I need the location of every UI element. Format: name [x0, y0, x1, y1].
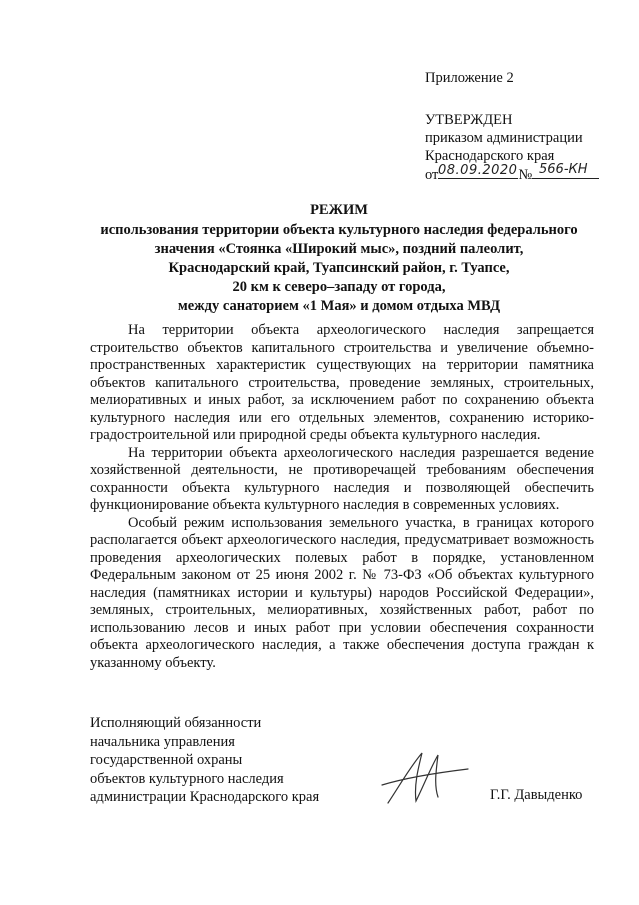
paragraph-2: На территории объекта археологического наследия разрешается ведение хозяйственной деятельности, не противоречащей требованиям обеспечения сохранности объекта культурного наследия и позволяющей обеспечить функционирование объекта культурного наследия в современных условиях.	[90, 444, 594, 513]
order-from: от	[425, 167, 439, 183]
handwritten-signature	[380, 745, 470, 815]
signatory-position	[90, 714, 319, 807]
title-line-2: значения «Стоянка «Широкий мыс», поздний палеолит,	[154, 241, 524, 257]
order-line-2: Краснодарского края	[425, 148, 555, 164]
document-title	[84, 201, 594, 316]
approval-block	[425, 111, 599, 184]
title-line-4: 20 км к северо–западу от города,	[232, 279, 446, 295]
position-line-3: государственной охраны	[90, 752, 243, 768]
title-heading: РЕЖИМ	[310, 202, 368, 218]
position-line-5: администрации Краснодарского края	[90, 789, 320, 805]
title-line-1: использования территории объекта культурного наследия федерального	[100, 222, 578, 238]
title-line-3: Краснодарский край, Туапсинский район, г. Туапсе,	[168, 260, 510, 276]
order-date-handwritten: 08.09.2020	[438, 163, 518, 178]
signatory-name: Г.Г. Давыденко	[490, 787, 583, 803]
order-date-line	[425, 162, 599, 184]
paragraph-1: На территории объекта археологического наследия запрещается строительство объектов капитального строительства и увеличение объемно-пространственных характеристик существующих на территории памятника объектов капитального строительства, проведение земляных, строительных, мелиоративных и иных работ, за исключением работ по сохранению объекта культурного наследия или его отдельных элементов, сохранению историко-градостроительной или природной среды объекта культурного наследия.	[90, 322, 594, 443]
order-number-handwritten: 566-КН	[539, 162, 588, 177]
annex-label: Приложение 2	[425, 70, 514, 86]
approved-label: УТВЕРЖДЕН	[425, 112, 513, 128]
title-line-5: между санаторием «1 Мая» и домом отдыха МВД	[177, 298, 501, 314]
paragraph-3: Особый режим использования земельного участка, в границах которого располагается объект археологического наследия, предусматривает возможность проведения археологических полевых работ в порядке, установленном Федеральным законом от 25 июня 2002 г. № 73-ФЗ «Об объектах культурного наследия (памятниках истории и культуры) народов Российской Федерации», земляных, строительных, мелиоративных, хозяйственных работ, работ по использованию лесов и иных работ при условии обеспечения сохранности объекта археологического наследия, а также обеспечения доступа граждан к указанному объекту.	[90, 514, 594, 671]
position-line-1: Исполняющий обязанности	[90, 715, 262, 731]
order-line-1: приказом администрации	[425, 130, 583, 146]
position-line-2: начальника управления	[90, 733, 235, 750]
position-line-4: объектов культурного наследия	[90, 770, 284, 787]
document-body	[90, 322, 594, 672]
order-number-sign: №	[518, 167, 533, 183]
